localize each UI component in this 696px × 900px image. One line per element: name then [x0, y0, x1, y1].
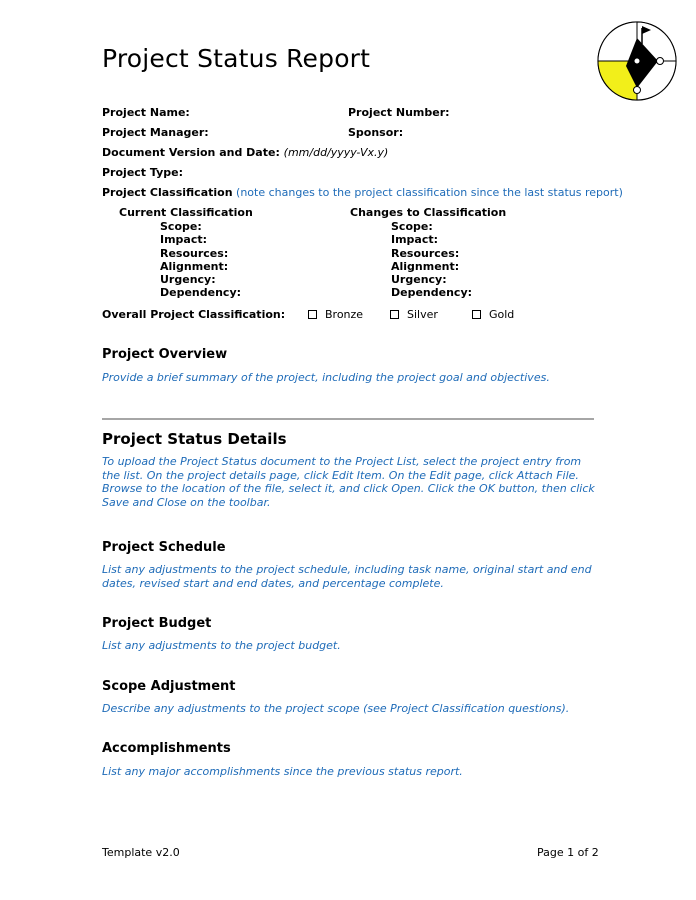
list-item: Alignment: [391, 259, 460, 273]
list-item: Resources: [160, 246, 229, 260]
accomplishments-heading: Accomplishments [102, 741, 231, 756]
scope-adjustment-heading: Scope Adjustment [102, 679, 236, 694]
list-item: Impact: [160, 233, 208, 247]
project-classification-row [102, 186, 623, 199]
document-version-format: (mm/dd/yyyy-Vx.y) [283, 146, 389, 159]
current-classification-list [160, 220, 241, 300]
silver-checkbox[interactable] [390, 308, 438, 321]
bronze-checkbox[interactable] [308, 308, 363, 321]
compass-logo-icon [596, 20, 678, 102]
checkbox-icon[interactable] [472, 310, 481, 319]
list-item: Resources: [391, 246, 460, 260]
project-classification-note: (note changes to the project classification since the last status report) [232, 186, 623, 199]
project-schedule-text: List any adjustments to the project schedule, including task name, original start and end dates, revised start and end dates, and percentage complete. [102, 563, 592, 590]
scope-adjustment-text: Describe any adjustments to the project scope (see Project Classification questions). [102, 702, 570, 715]
project-classification-label: Project Classification [102, 186, 233, 199]
footer-template-version: Template v2.0 [102, 846, 180, 859]
project-budget-heading: Project Budget [102, 616, 212, 631]
changes-classification-heading: Changes to Classification [350, 206, 507, 219]
document-version-label: Document Version and Date: [102, 146, 284, 159]
project-schedule-heading: Project Schedule [102, 540, 226, 555]
project-status-details-text: To upload the Project Status document to the Project List, select the project entry from the list. On the project details page, click Edit Item. On the Edit page, click Attach File. Browse to the location of the file, select it, and click Open. Click the OK button, then click Save and Close on the toolbar. [102, 455, 595, 509]
project-overview-text: Provide a brief summary of the project, including the project goal and objectives. [102, 371, 550, 384]
list-item: Alignment: [160, 259, 229, 273]
checkbox-icon[interactable] [390, 310, 399, 319]
list-item: Impact: [391, 233, 439, 247]
project-manager-label: Project Manager: [102, 126, 209, 139]
gold-label: Gold [489, 308, 515, 321]
overall-classification-label: Overall Project Classification: [102, 308, 286, 321]
current-classification-heading: Current Classification [119, 206, 253, 219]
page-title: Project Status Report [102, 44, 371, 73]
silver-label: Silver [407, 308, 438, 321]
section-divider [102, 418, 594, 420]
list-item: Scope: [391, 220, 433, 233]
accomplishments-text: List any major accomplishments since the previous status report. [102, 765, 463, 778]
footer-page-number: Page 1 of 2 [537, 846, 599, 859]
document-version-row [102, 146, 388, 159]
list-item: Dependency: [160, 286, 242, 300]
project-number-label: Project Number: [348, 106, 450, 119]
list-item: Scope: [160, 220, 202, 233]
project-type-label: Project Type: [102, 166, 183, 179]
changes-classification-list [391, 220, 472, 300]
bronze-label: Bronze [325, 308, 364, 321]
checkbox-icon[interactable] [308, 310, 317, 319]
list-item: Dependency: [391, 286, 473, 300]
gold-checkbox[interactable] [472, 308, 514, 321]
project-budget-text: List any adjustments to the project budget. [102, 639, 341, 652]
list-item: Urgency: [160, 273, 216, 287]
project-overview-heading: Project Overview [102, 347, 228, 362]
project-status-details-heading: Project Status Details [102, 430, 287, 448]
project-name-label: Project Name: [102, 106, 190, 119]
list-item: Urgency: [391, 273, 447, 287]
sponsor-label: Sponsor: [348, 126, 404, 139]
